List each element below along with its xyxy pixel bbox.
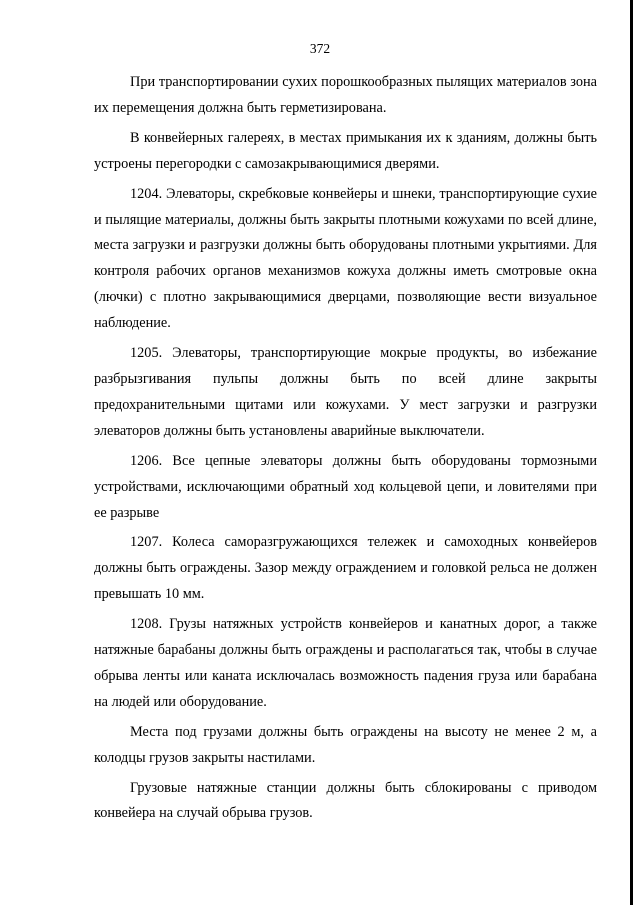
paragraph-1204: 1204. Элеваторы, скребковые конвейеры и шнеки, транспортирующие сухие и пылящие материалы, должны быть закрыты плотными кожухами по всей длине, места загрузки и разгрузки должны быть оборудованы плотными укрытиями. Для контроля рабочих органов механизмов кожуха должны иметь смотровые окна (лючки) с плотно закрывающимися дверцами, позволяющие вести визуальное наблюдение.	[94, 185, 597, 332]
paragraph: В конвейерных галереях, в местах примыкания их к зданиям, должны быть устроены перегородки с самозакрывающимися дверями.	[94, 129, 597, 172]
paragraph: При транспортировании сухих порошкообразных пылящих материалов зона их перемещения должна быть герметизирована.	[94, 74, 597, 116]
paragraph-1206: 1206. Все цепные элеваторы должны быть оборудованы тормозными устройствами, исключающими обратный ход кольцевой цепи, и ловителями при ее разрыве	[94, 452, 597, 521]
paragraph: Грузовые натяжные станции должны быть сблокированы с приводом конвейера на случай обрыва грузов.	[94, 779, 597, 822]
paragraph: Места под грузами должны быть ограждены на высоту не менее 2 м, а колодцы грузов закрыты настилами.	[94, 723, 597, 766]
page-edge	[630, 0, 633, 905]
paragraph-1208: 1208. Грузы натяжных устройств конвейеров и канатных дорог, а также натяжные барабаны должны быть ограждены и располагаться так, чтобы в случае обрыва ленты или каната исключалась возможность падения груза или барабана на людей или оборудование.	[94, 616, 597, 710]
document-body	[94, 70, 597, 831]
paragraph-1207: 1207. Колеса саморазгружающихся тележек и самоходных конвейеров должны быть ограждены. Зазор между ограждением и головкой рельса не должен превышать 10 мм.	[94, 534, 597, 603]
paragraph-1205: 1205. Элеваторы, транспортирующие мокрые продукты, во избежание разбрызгивания пульпы должны быть по всей длине закрыты предохранительными щитами или кожухами. У мест загрузки и разгрузки элеваторов должны быть установлены аварийные выключатели.	[94, 345, 597, 439]
page-number: 372	[309, 41, 331, 56]
